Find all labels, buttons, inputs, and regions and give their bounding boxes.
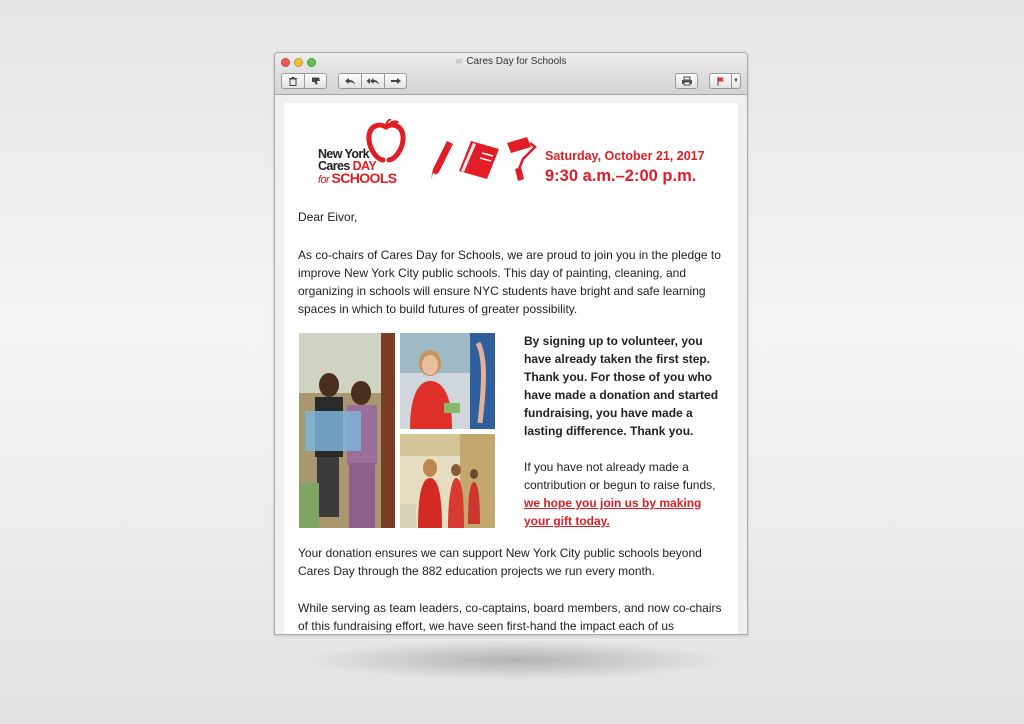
window-title-text: Cares Day for Schools (466, 56, 567, 67)
mail-window (274, 52, 748, 635)
envelope-icon: ✉ (455, 57, 463, 66)
volunteers-hallway-painting-photo (400, 434, 495, 528)
delete-junk-group (281, 73, 327, 89)
trash-icon (288, 76, 298, 86)
reply-button[interactable] (338, 73, 361, 89)
printer-icon (681, 76, 693, 86)
junk-button[interactable] (304, 73, 327, 89)
paragraph-gap (524, 440, 729, 458)
volunteer-thanks-column (524, 332, 729, 530)
donation-paragraph: Your donation ensures we can support New York City public schools beyond Cares Day through the 882 education projects we run every month. (298, 546, 702, 578)
titlebar (275, 53, 747, 95)
book-icon (459, 141, 499, 179)
print-group (675, 73, 698, 89)
flag-icon (716, 76, 726, 86)
chevron-down-icon: ▼ (733, 78, 739, 84)
volunteer-photo-collage (299, 333, 495, 529)
flag-group (709, 73, 741, 89)
logo-line-3 (318, 172, 397, 186)
toolbar (281, 73, 741, 89)
logo-cares: Cares (318, 159, 353, 173)
intro-paragraph: As co-chairs of Cares Day for Schools, we are proud to join you in the pledge to improve New York City public schools. This day of painting, cleaning, and organizing in schools will ensure NYC students have bright and safe learning spaces in which to build futures of greater possibility. (298, 248, 721, 316)
serving-paragraph: While serving as team leaders, co-captains, board members, and now co-chairs of this fundraising effort, we have seen first-hand the impact each of us (298, 601, 722, 633)
window-title (275, 56, 747, 67)
reply-all-button[interactable] (361, 73, 384, 89)
logo-wordmark (318, 148, 397, 186)
donate-prompt-text: If you have not already made a contribution or begun to raise funds, (524, 460, 716, 492)
volunteer-thanks-text: By signing up to volunteer, you have already taken the first step. Thank you. For those of you who have made a donation and started fundraising, you have made a lasting difference. Thank you. (524, 334, 719, 438)
event-time: 9:30 a.m.–2:00 p.m. (545, 167, 697, 185)
email-header-banner (284, 103, 738, 203)
flag-button[interactable] (709, 73, 731, 89)
paint-roller-icon (507, 137, 535, 181)
delete-button[interactable] (281, 73, 304, 89)
reply-all-icon (366, 76, 380, 86)
print-button[interactable] (675, 73, 698, 89)
window-shadow (300, 640, 730, 680)
volunteer-mural-photo (400, 333, 495, 429)
volunteers-carrying-bin-photo (299, 333, 395, 528)
event-date-block (545, 149, 705, 186)
greeting: Dear Eivor, (298, 210, 358, 224)
forward-button[interactable] (384, 73, 407, 89)
logo-day: DAY (352, 159, 377, 173)
donate-prompt (524, 458, 729, 530)
email-body (284, 103, 738, 635)
flag-menu-button[interactable] (731, 73, 741, 89)
reply-group (338, 73, 407, 89)
forward-arrow-icon (390, 76, 402, 86)
activity-icons (427, 133, 537, 183)
logo-schools: SCHOOLS (331, 170, 397, 186)
logo-line-1: New York (318, 147, 370, 161)
thumbs-down-icon (311, 76, 321, 86)
ny-cares-logo (318, 119, 414, 189)
logo-for: for (318, 174, 332, 186)
pencil-icon (431, 141, 453, 179)
event-date: Saturday, October 21, 2017 (545, 149, 705, 163)
reply-arrow-icon (344, 76, 356, 86)
make-gift-link[interactable]: we hope you join us by making your gift today. (524, 496, 702, 528)
